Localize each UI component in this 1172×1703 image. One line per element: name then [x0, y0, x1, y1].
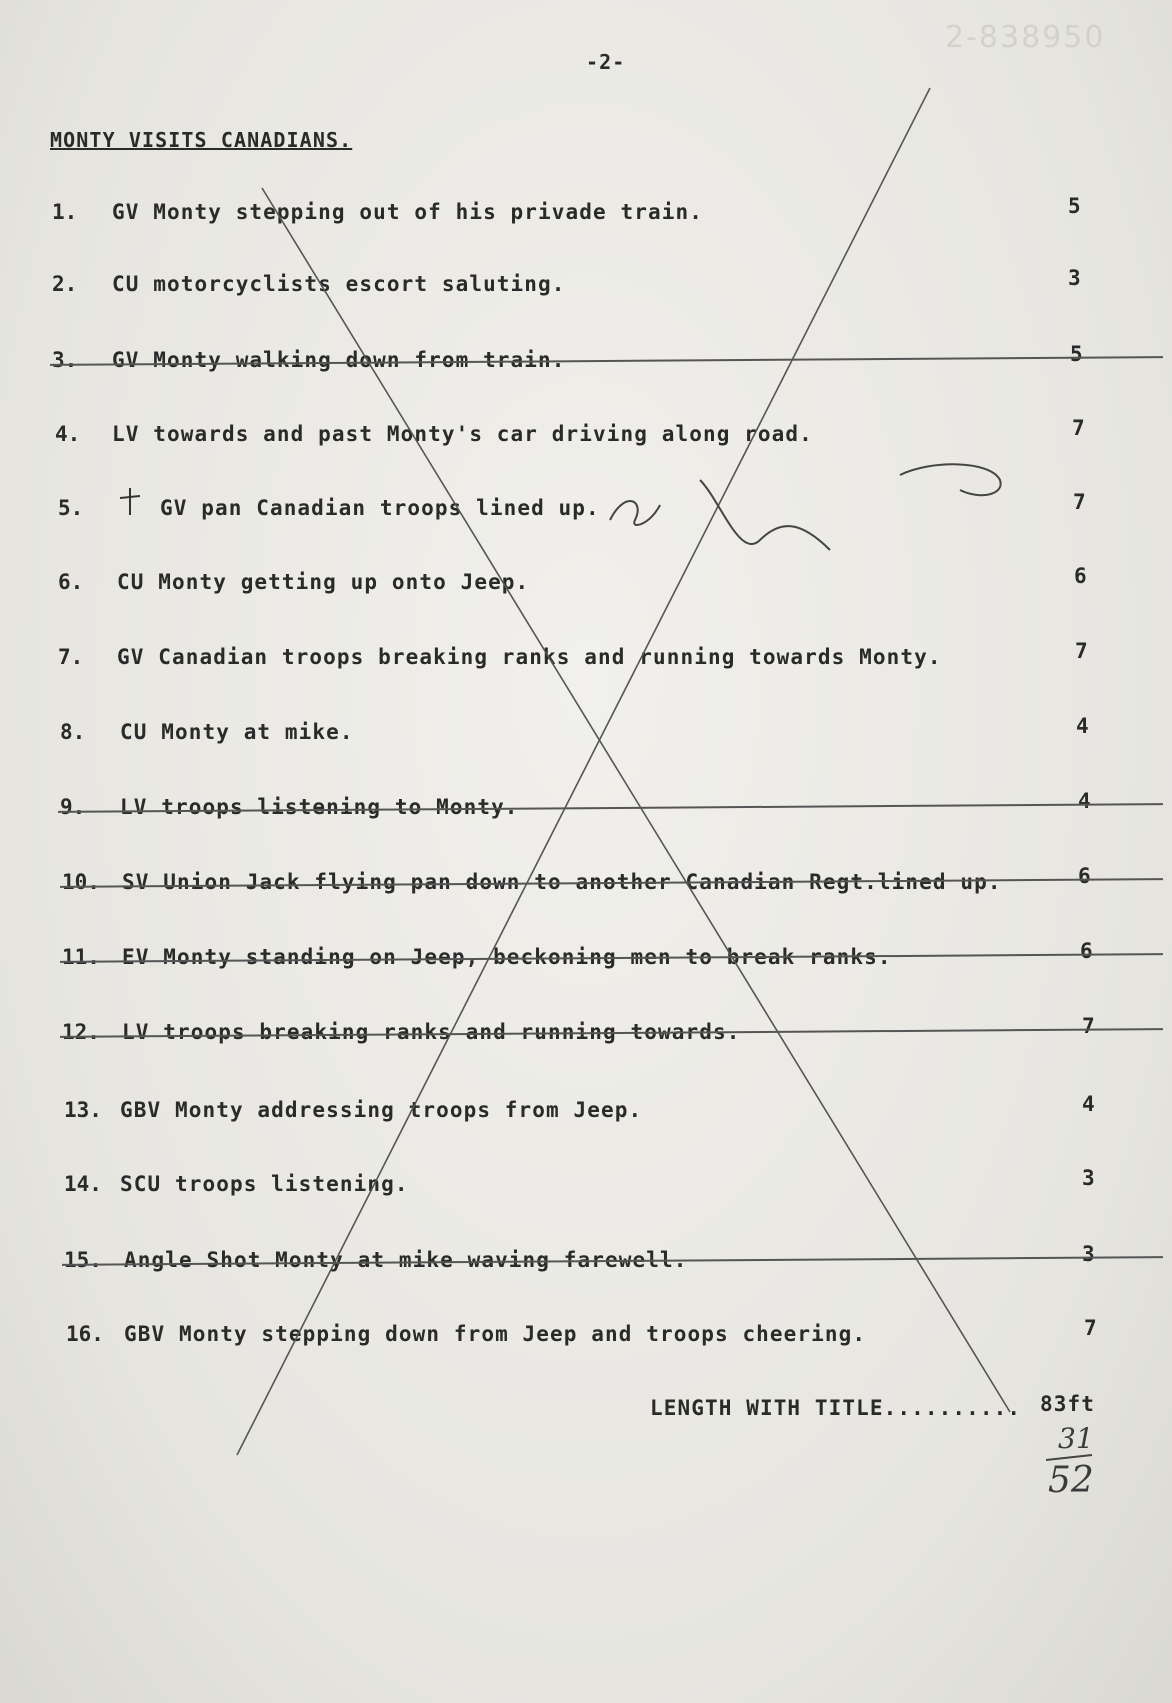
shot-description: GV Monty walking down from train.: [112, 348, 566, 372]
shot-length: 6: [1074, 564, 1087, 588]
handwritten-scribble: [610, 501, 660, 525]
shot-length: 3: [1082, 1166, 1095, 1190]
shot-length: 7: [1072, 416, 1085, 440]
shot-description: GV pan Canadian troops lined up.: [160, 496, 600, 520]
fraction-bar: [1046, 1455, 1092, 1460]
shot-description: SCU troops listening.: [120, 1172, 409, 1196]
shot-length: 5: [1068, 194, 1081, 218]
shot-length: 6: [1080, 939, 1093, 963]
shot-number: 1.: [52, 200, 78, 224]
shot-description: LV troops breaking ranks and running towards.: [122, 1020, 741, 1044]
shot-number: 8.: [60, 720, 86, 744]
shot-description: GV Canadian troops breaking ranks and running towards Monty.: [117, 645, 942, 669]
shot-length: 6: [1078, 864, 1091, 888]
shot-length: 4: [1076, 714, 1089, 738]
shot-number: 10.: [62, 870, 100, 894]
shot-description: LV troops listening to Monty.: [120, 795, 519, 819]
shot-number: 16.: [66, 1322, 104, 1346]
shot-length: 7: [1082, 1014, 1095, 1038]
shot-number: 2.: [52, 272, 78, 296]
shot-length: 3: [1082, 1242, 1095, 1266]
shot-number: 7.: [58, 645, 84, 669]
shot-length: 4: [1082, 1092, 1095, 1116]
shot-length: 7: [1084, 1316, 1097, 1340]
handwritten-scribble-2: [700, 480, 830, 550]
handwritten-denominator: 52: [1048, 1460, 1094, 1501]
archive-stamp: 2-838950: [945, 20, 1106, 55]
shot-description: Angle Shot Monty at mike waving farewell.: [124, 1248, 688, 1272]
shot-length: 7: [1073, 490, 1086, 514]
shot-description: GV Monty stepping out of his privade train.: [112, 200, 703, 224]
shot-number: 13.: [64, 1098, 102, 1122]
shot-description: LV towards and past Monty's car driving along road.: [112, 422, 813, 446]
insertion-mark-bar: [120, 496, 140, 498]
shot-number: 15.: [64, 1248, 102, 1272]
shot-description: CU Monty at mike.: [120, 720, 354, 744]
page-number: -2-: [586, 50, 626, 74]
shot-description: SV Union Jack flying pan down to another Canadian Regt.lined up.: [122, 870, 1002, 894]
document-title: MONTY VISITS CANADIANS.: [50, 128, 353, 152]
handwritten-numerator: 31: [1058, 1422, 1094, 1455]
cross-out-stroke-1: [237, 88, 930, 1455]
shot-length: 3: [1068, 266, 1081, 290]
shot-number: 12.: [62, 1020, 100, 1044]
handwritten-scribble-3: [900, 464, 1001, 495]
shot-description: EV Monty standing on Jeep, beckoning men to break ranks.: [122, 945, 892, 969]
shot-description: CU Monty getting up onto Jeep.: [117, 570, 530, 594]
length-value: 83ft: [1040, 1392, 1095, 1416]
shot-description: GBV Monty addressing troops from Jeep.: [120, 1098, 643, 1122]
shot-length: 7: [1075, 639, 1088, 663]
shot-number: 6.: [58, 570, 84, 594]
length-label: LENGTH WITH TITLE..........: [650, 1396, 1022, 1420]
shot-length: 4: [1078, 789, 1091, 813]
shot-description: CU motorcyclists escort saluting.: [112, 272, 566, 296]
shot-number: 3.: [52, 348, 78, 372]
cross-out-stroke-2: [262, 188, 1010, 1412]
shot-number: 4.: [55, 422, 81, 446]
shot-number: 5.: [58, 496, 84, 520]
shot-number: 14.: [64, 1172, 102, 1196]
shot-description: GBV Monty stepping down from Jeep and troops cheering.: [124, 1322, 867, 1346]
shot-number: 11.: [62, 945, 100, 969]
shot-length: 5: [1070, 342, 1083, 366]
shot-number: 9.: [60, 795, 86, 819]
